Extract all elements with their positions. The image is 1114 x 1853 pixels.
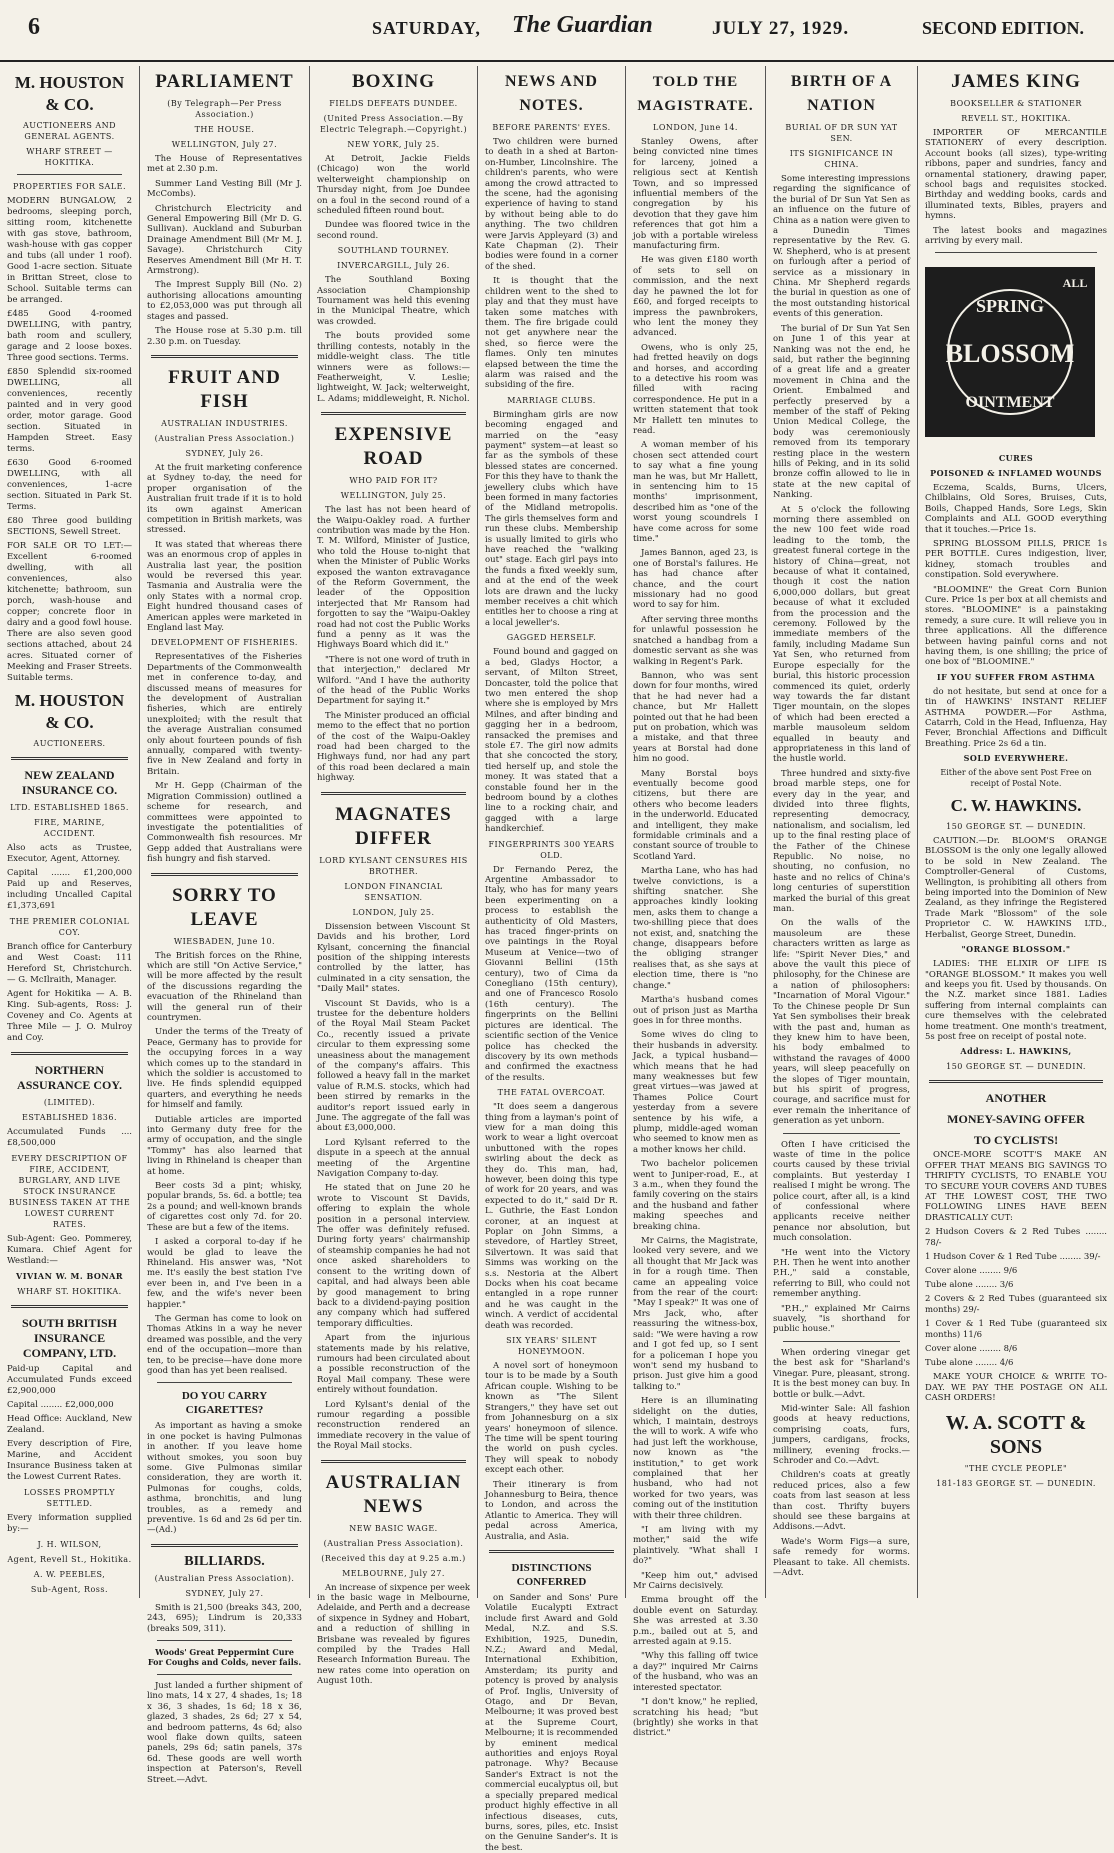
northern-agent: Sub-Agent: Geo. Pommerey, Kumara. Chief Agent for Westland:— — [7, 1234, 132, 1266]
article-paragraph: Mr Cairns, the Magistrate, looked very severe, and we all thought that Mr Jack was in for a rough time. Then came an appealing voice from the rear of the court: "May I speak?" It was one of Mrs Jack, who, after reassuring the witness-box, said: "We were having a row and I got fed up, so I sent for a policeman I hope you won't send my husband to prison. Just give him a good talking to." — [633, 1236, 758, 1392]
article-paragraph: He stated that on June 20 he wrote to Viscount St Davids, offering to explain the whole position in a personal interview. The offer was definitely refused. During forty years' chairmanship of steamship companies he had not once asked shareholders to consent to the writing down of capital, and had always been able by good management to bring back to a dividend-paying position any company which had suffered temporary difficulties. — [317, 1183, 470, 1329]
article-paragraph: A novel sort of honeymoon tour is to be made by a South African couple. Wishing to be known as "The Silent Strangers," they have set out from Johannesburg on a six years' honeymoon of silence. The time will be spent touring the world on push cycles. They will speak to nobody except each other. — [485, 1361, 618, 1476]
peebles-name: A. W. PEEBLES, — [33, 1570, 106, 1579]
price-line: Tube alone ........ 3/6 — [925, 1280, 1014, 1291]
divider — [489, 1550, 614, 1553]
hawkins-heading: C. W. HAWKINS. — [950, 796, 1082, 816]
bonar-name: VIVIAN W. M. BONAR — [16, 1271, 123, 1281]
dateline: LONDON, June 14. — [653, 123, 738, 132]
asthma-heading: IF YOU SUFFER FROM ASTHMA — [936, 671, 1096, 682]
houston-subheading: AUCTIONEERS. — [33, 739, 106, 748]
northern-ltd: (LIMITED). — [43, 1098, 96, 1107]
south-british-text: Paid-up Capital and Accumulated Funds exceed £2,900,000 — [7, 1364, 132, 1396]
article-paragraph: Representatives of the Fisheries Departments of the Commonwealth met in conference to-day, and discussed means of measures for the development of Australian fisheries, which are entirely unexploited; with the result that the average Australian consumed only about fourteen pounds of fish annually, compared with twenty-five in New Zealand and forty in Britain. — [147, 652, 302, 777]
south-british-capital: Capital ........ £2,000,000 — [7, 1400, 114, 1410]
dateline: MELBOURNE, July 27. — [342, 1568, 445, 1578]
article-paragraph: Birmingham girls are now becoming engaged and married on the "easy payment" system—at least so far as the symbols of these blessed states are concerned. For this they have to thank the jewellery clubs which have been formed in many factories of the Midland metropolis. The girls themselves form and run these clubs. Membership is usually limited to girls who have reached the "walking out" stage. Each girl pays into the funds a fixed weekly sum, and at the end of the week lots are drawn and the lucky member receives a chit which entitles her to choose a ring at a local jeweller's. — [485, 409, 618, 628]
article-paragraph: "He went into the Victory P.H. Then he went into another P.H.," said a constable, referring to Bill, who could not remember anything. — [773, 1247, 910, 1300]
south-british-losses: LOSSES PROMPTLY SETTLED. — [23, 1488, 115, 1508]
divider — [151, 355, 298, 358]
south-british-office: Head Office: Auckland, New Zealand. — [7, 1414, 132, 1435]
nz-insurance-text: Also acts as Trustee, Executor, Agent, Attorney. — [7, 843, 132, 864]
ad-heading-distinctions: DISTINCTIONS CONFERRED — [511, 1561, 592, 1588]
article-paragraph: "I don't know," he replied, scratching his head; "but (brightly) she works in that district." — [633, 1697, 758, 1739]
ad-peppermint-cure: Woods' Great Peppermint Cure For Coughs and Colds, never fails. — [147, 1647, 302, 1668]
column-birth-of-a-nation — [766, 66, 918, 1598]
article-paragraph: At Detroit, Jackie Fields (Chicago) won the world welterweight championship on Thursday night, from Joe Dundee on a foul in the second round of a scheduled fifteen round bout. — [317, 154, 470, 217]
price-line: 1 Hudson Cover & 1 Red Tube ........ 39/- — [925, 1252, 1101, 1263]
subheading: BEFORE PARENTS' EYES. — [492, 123, 611, 132]
article-paragraph: Three hundred and sixty-five broad marble steps, one for every day in the year, and divided into three flights, representing democracy, nationalism, and socialism, led up to the final resting place of the Father of the Chinese Republic. No noise, no shouting, no confusion, no haste and no relics of China's long centuries of superstition marked the burial of this great man. — [773, 768, 910, 915]
property-ad: MODERN BUNGALOW, 2 bedrooms, sleeping porch, sitting room, kitchenette with gas stove, bathroom, wash-house with gas copper and tubs (all under 1 roof). Good 1-acre section. Situate in Brittan Street, close to School. Suitable terms can be arranged. — [7, 196, 132, 305]
article-paragraph: At 5 o'clock the following morning there assembled on the new 100 feet wide road leading to the tomb, the greatest funeral cortege in the history of China—great, not because of what it contained, though it cost the nation 6,000,000 dollars, but great because of what it excluded from the procession and the ceremony. Followed by the immediate members of the family, including Madame Sun Yat Sen, who returned from Europe especially for the burial, this historic procession commenced its quiet, orderly way towards the far distant Tiger mountain, on the slopes of which had been erected a marble mausoleum seldom equalled in beauty and appropriateness in this land of the hustle world. — [773, 504, 910, 765]
article-paragraph: James Bannon, aged 23, is one of Borstal's failures. He has had chance after chance, and the court missionary had no good word to say for him. — [633, 548, 758, 611]
masthead-date: JULY 27, 1929. — [712, 18, 850, 39]
ad-heading-cigarettes: DO YOU CARRY CIGARETTES? — [181, 1390, 268, 1417]
subheading: LORD KYLSANT CENSURES HIS BROTHER. — [319, 855, 468, 876]
offer-heading: MONEY-SAVING OFFER — [947, 1112, 1085, 1127]
byline: (By Telegraph—Per Press Association.) — [167, 99, 282, 119]
article-paragraph: "There is not one word of truth in that interjection," declared Mr Wilford. "And I have the authority of the head of the Public Works Department for saying it." — [317, 654, 470, 707]
masthead-edition: SECOND EDITION. — [922, 18, 1085, 38]
properties-heading: PROPERTIES FOR SALE. — [12, 182, 127, 191]
wilson-address: Agent, Revell St., Hokitika. — [7, 1555, 132, 1564]
post-free-note: Either of the above sent Post Free on receipt of Postal Note. — [940, 768, 1092, 788]
article-paragraph: The British forces on the Rhine, which are still "On Active Service," will be more affected by the result of the discussions regarding the evacuation of the Rhineland than will the general run of their countrymen. — [147, 950, 302, 1023]
south-british-heading: SOUTH BRITISH INSURANCE COMPANY, LTD. — [21, 1316, 118, 1360]
peebles-address: Sub-Agent, Ross. — [30, 1585, 109, 1594]
headline-birth-of-a-nation: BIRTH OF A NATION — [790, 73, 893, 114]
article-paragraph: "It does seem a dangerous thing from a layman's point of view for a man doing this work to wear a light overcoat unbuttoned with the ropes swirling about the deck as they do. This man, had, however, been doing this type of work for 20 years, and was expected to do it," said Dr R. L. Guthrie, the East London coroner, at an inquest at Poplar on John Simms, a stevedore, of Hartley Street, Silvertown. It was said that Simms was working on the s.s. Nestoria at the Albert Docks when his coat became entangled in a rope runner and he was caught in the winch. A verdict of accidental death was recorded. — [485, 1102, 618, 1331]
ad-paragraph: Mid-winter Sale: All fashion goods at heavy reductions, comprising coats, furs, jumpers, cardigans, frocks, millinery, evening frocks.—Schroder and Co.—Advt. — [773, 1403, 910, 1466]
property-ad: £850 Splendid six-roomed DWELLING, all conveniences, recently painted and in very good order, motor garage. Good section. Situated in Hampden Street. Easy terms. — [7, 367, 132, 454]
article-paragraph: Beer costs 3d a pint; whisky, popular brands, 5s. 6d. a bottle; tea 2s a pound; and well-known brands of cigarettes cost only 7d. for 20. These are but a few of the items. — [147, 1181, 302, 1233]
headline-fruit-and-fish: FRUIT AND FISH — [168, 366, 281, 412]
headline-news-and-notes: NEWS AND NOTES. — [505, 73, 598, 114]
headline-expensive-road: EXPENSIVE ROAD — [334, 424, 453, 470]
ad-paragraph: ONCE-MORE SCOTT'S MAKE AN OFFER THAT MEANS BIG SAVINGS TO THRIFTY CYCLISTS, TO ENABLE YOU TO SECURE YOUR COVERS AND TUBES AT THE LOWEST COST, THE TWO FOLLOWING LINES HAVE BEEN DRASTICALLY CUT: — [925, 1150, 1107, 1223]
scott-address: 181-183 GEORGE ST. — DUNEDIN. — [936, 1479, 1096, 1489]
price-line: 1 Cover & 1 Red Tube (guaranteed six months) 11/6 — [925, 1319, 1107, 1341]
northern-est: ESTABLISHED 1836. — [21, 1113, 117, 1122]
ad-paragraph: IMPORTER OF MERCANTILE STATIONERY of every description. Account books (all sizes), type-writing ribbons, paper and sundries, fancy and ornamental stationery, drawing paper, school bags and requisites stocked. Birthday and wedding books, cards and illuminated texts, Bibles, prayers and hymns. — [925, 128, 1107, 222]
article-paragraph: An increase of sixpence per week in the basic wage in Melbourne, Adelaide, and Perth and a decrease of sixpence in Sydney and Hobart, and a reduction of shilling in Brisbane was revealed by figures compiled by the Trades Hall Research Information Bureau. The new rates come into operation on August 10th. — [317, 1582, 470, 1687]
article-paragraph: Dundee was floored twice in the second round. — [317, 220, 470, 241]
subheading: SOUTHLAND TOURNEY. — [337, 246, 450, 256]
byline: (Australian Press Association). — [323, 1538, 464, 1548]
column-news-and-notes — [478, 66, 626, 1853]
article-paragraph: Lord Kylsant's denial of the rumour regarding a possible reconstruction rendered an immediate recovery in the value of the Royal Mail stocks. — [317, 1399, 470, 1452]
divider — [11, 1052, 128, 1055]
divider — [157, 1640, 292, 1641]
dateline: SYDNEY, July 26. — [185, 448, 264, 458]
article-paragraph: Dutiable articles are imported into Germany duty free for the army of occupation, and the single "Tommy" has also learned that living in Rhineland is cheaper than at home. — [147, 1114, 302, 1177]
ad-paragraph: CAUTION.—Dr. BLOOM'S ORANGE BLOSSOM is the only one legally allowed to be sold in New Zealand. The Comptroller-General of Customs, Wellington, is prohibiting all others from being imported into the Dominion of New Zealand, as they infringe the Registered Trade Mark "Blossom" of the sole Proprietor C. W. HAWKINS LTD., Herbalist, George Street, Dunedin. — [925, 836, 1107, 940]
hawkins-address-2: 150 GEORGE ST. — DUNEDIN. — [946, 1062, 1086, 1072]
james-king-address: REVELL ST., HOKITIKA. — [961, 114, 1071, 123]
hawkins-address: 150 GEORGE ST. — DUNEDIN. — [946, 822, 1086, 832]
south-british-info: Every information supplied by:— — [7, 1513, 132, 1534]
offer-another: ANOTHER — [985, 1091, 1047, 1106]
divider — [935, 252, 1097, 253]
divider — [929, 1080, 1103, 1083]
dateline: SYDNEY, July 27. — [185, 1588, 264, 1598]
article-paragraph: The last has not been heard of the Waipu-Oakley road. A further contribution was made by the Hon. T. M. Wilford, Minister of Justice, who told the House to-night that when the Minister of Public Works exposed the wanton extravagance of the Reform Government, the leader of the Opposition interjected that Mr Ransom had forgotten to say the "Waipu-Oakley road had not cost the Public Works fund a penny as it was the Highways Board which did it." — [317, 505, 470, 651]
article-paragraph: The burial of Dr Sun Yat Sen on June 1 of this year at Nanking was not the end, he said, but rather the beginning of a great life and a greater movement in China and the Orient. Embalmed and perfectly preserved by a member of the staff of Peking Union Medical College, the body was ceremoniously removed from its temporary resting place in the western hills of Peking, and in its solid bronze coffin allowed to lie in state at the new capital of Nanking. — [773, 323, 910, 501]
article-paragraph: Under the terms of the Treaty of Peace, Germany has to provide for the occupying forces in a way which comes up to the standard in which the soldier is accustomed to live. He finds splendid equipped quarters, and everything he needs for himself and family. — [147, 1027, 302, 1111]
houston-subheading: AUCTIONEERS AND GENERAL AGENTS. — [22, 121, 117, 141]
article-paragraph: Two bachelor policemen went to Juniper-road, E., at 3 a.m., when they found the family covering on the stairs and the husband and father making speeches and breaking china. — [633, 1159, 758, 1232]
article-paragraph: The Imprest Supply Bill (No. 2) authorising allocations amounting to £2,053,000 was put through all stages and passed. — [147, 280, 302, 322]
subheading: MARRIAGE CLUBS. — [507, 395, 596, 405]
headline-magnates-differ: MAGNATES DIFFER — [335, 803, 452, 849]
article-paragraph: Martha's husband comes out of prison just as Martha goes in for three months. — [633, 995, 758, 1026]
ad-paragraph: on Sander and Sons' Pure Volatile Eucalypti Extract include first Award and Gold Medal, N.Z. and S.S. Exhibition, 1925, Dunedin, N.Z.; Award and Medal, International Exhibition, Amsterdam; its purity and potency is proved by analysis of Prof. Inglis, University of Otago, and Dr Bevan, Melbourne; it was proved best at the Supreme Court, Melbourne; it is recommended by eminent medical authorities and enjoys Royal patronage. Why? Because Sander's Extract is not the commercial eucalyptus oil, but a specially prepared medical product highly effective in all infectious diseases, cuts, burns, sores, piles, etc. Insist on the Genuine Sander's. It is the best. — [485, 1592, 618, 1853]
article-paragraph: Their itinerary is from Johannesburg to Beira, thence to London, and across the Atlantic to America. They will pedal across America, Australia, and Asia. — [485, 1479, 618, 1542]
wilson-name: J. H. WILSON, — [37, 1540, 102, 1549]
spring-blossom-ointment-emblem — [925, 267, 1095, 437]
hawkins-address-label: Address: L. HAWKINS, — [960, 1046, 1072, 1057]
emblem-text-blossom: BLOSSOM — [945, 339, 1075, 369]
divider — [11, 757, 128, 760]
property-ad: £485 Good 4-roomed DWELLING, with pantry, bath room and scullery, garage and 2 loose boxes. Three good sections. Terms. — [7, 309, 132, 363]
subheading: NEW BASIC WAGE. — [349, 1523, 438, 1533]
divider — [17, 174, 122, 175]
divider — [151, 1544, 298, 1547]
ad-paragraph: When ordering vinegar get the best ask for "Sharland's Vinegar. Pure, pleasant, strong. It is the best money can buy. In bottle or bulk.—Advt. — [773, 1347, 910, 1400]
price-line: Tube alone ........ 4/6 — [925, 1358, 1014, 1369]
subheading: AUSTRALIAN INDUSTRIES. — [161, 418, 288, 428]
article-paragraph: He was given £180 worth of sets to sell on commission, and the next day he pawned the lot for £60, and forged receipts to impress the pawnbrokers, who lent the money they advanced. — [633, 255, 758, 339]
property-ad: £630 Good 6-roomed DWELLING, with all conveniences, 1-acre section. Situated in Park St. Terms. — [7, 458, 132, 512]
headline-australian-news: AUSTRALIAN NEWS — [325, 1471, 462, 1517]
divider — [321, 1460, 466, 1463]
article-paragraph: Stanley Owens, after being convicted nine times for larceny, joined a religious sect at Kentish Town, and so impressed influential members of the congregation by his devotion that they gave him references that got him a job with a portable wireless manufacturing firm. — [633, 137, 758, 252]
article-paragraph: It is thought that the children went to the shed to play and that they must have taken some matches with them. The fire brigade could not get anywhere near the shed, so fierce were the flames. Only ten minutes elapsed between the time the alarm was raised and the subsiding of the fire. — [485, 276, 618, 391]
article-paragraph: "Why this falling off twice a day?" inquired Mr Cairns of the husband, who was an interested spectator. — [633, 1651, 758, 1693]
article-paragraph: Lord Kylsant referred to the dispute in a speech at the annual meeting of the Argentine Navigation Company to-day. — [317, 1137, 470, 1180]
subheading: BURIAL OF DR SUN YAT SEN. — [785, 123, 898, 143]
article-paragraph: Apart from the injurious statements made by his relative, rumours had been circulated about a possible reconstruction of the Royal Mail company. These were entirely without foundation. — [317, 1333, 470, 1396]
bonar-address: WHARF ST. HOKITIKA. — [17, 1287, 122, 1296]
nz-insurance-capital: Capital ....... £1,200,000 Paid up and Reserves, including Uncalled Capital £1,373,691 — [7, 868, 132, 911]
price-line: 2 Hudson Covers & 2 Red Tubes ........ 78/- — [925, 1227, 1107, 1249]
article-paragraph: At the fruit marketing conference at Sydney to-day, the need for proper organisation of the Australian fruit trade if it is to hold its own against American competition in British markets, was stressed. — [147, 462, 302, 536]
article-paragraph: Summer Land Vesting Bill (Mr J. McCombs). — [147, 178, 302, 200]
article-paragraph: "Keep him out," advised Mr Cairns decisively. — [633, 1570, 758, 1592]
headline-sorry-to-leave: SORRY TO LEAVE — [172, 884, 277, 930]
article-paragraph: A woman member of his chosen sect attended court to say what a fine young man he was, but Mr Hallett, in sentencing him to 15 months' imprisonment, described him as "one of the worst young scoundrels I have come across for some time." — [633, 440, 758, 545]
subheading: FINGERPRINTS 300 YEARS OLD. — [488, 839, 615, 860]
price-line: Cover alone ........ 9/6 — [925, 1266, 1018, 1277]
nz-insurance-branch: Branch office for Canterbury and West Coast: 111 Hereford St, Christchurch. — G. McIlraith, Manager. — [7, 942, 132, 985]
divider — [11, 1305, 128, 1308]
divider — [321, 792, 466, 795]
dateline: NEW YORK, July 25. — [347, 140, 440, 149]
ointment-poisoned: POISONED & INFLAMED WOUNDS — [930, 467, 1102, 478]
divider — [783, 1133, 900, 1134]
ad-paragraph: "BLOOMINE" the Great Corn Bunion Cure. Price 1s per box at all chemists and stores. "BLOOMINE" is a painstaking remedy, a sure cure. It will relieve you in three applications. All the difference between having painful corns and not having them, is one shilling; the price of one box of "BLOOMINE." — [925, 584, 1107, 668]
ad-paragraph: Eczema, Scalds, Burns, Ulcers, Chilblains, Old Sores, Bruises, Cuts, Boils, Chapped Hands, Sore Legs, Skin Complaints and ALL GOOD everything that it touches.—Price 1s. — [925, 482, 1107, 535]
nz-insurance-lines: FIRE, MARINE, ACCIDENT. — [34, 818, 105, 838]
article-paragraph: The House of Representatives met at 2.30 p.m. — [147, 154, 302, 175]
divider — [157, 1674, 292, 1675]
divider — [157, 1382, 292, 1383]
emblem-text-ointment: OINTMENT — [965, 394, 1055, 412]
ad-paragraph: As important as having a smoke in one pocket is having Pulmonas in another. If you leave home without smokes, you soon buy some. Give Pulmonas similar consideration, they are worth it. Pulmonas for coughs, colds, asthma, bronchitis, and lung troubles, as a remedy and preventive. 1s 6d and 2s 6d per tin.—(Ad.) — [147, 1421, 302, 1536]
ad-paragraph: Children's coats at greatly reduced prices, also a few coats from last season at less than cost. Thrifty buyers should see these bargains at Addisons.—Advt. — [773, 1470, 910, 1533]
houston-heading-2: M. HOUSTON & CO. — [14, 691, 125, 732]
article-paragraph: Found bound and gagged on a bed, Gladys Hoctor, a servant, of Milton Street, Doncaster, told the police that two men entered the shop where she is employed by Mrs Milnes, and after binding and gagging her in a bedroom, ransacked the premises and stole £7. The girl now admits that she concocted the story, tied herself up, and stole the money. It was stated that a constable found her in the bedroom bound by a clothes line to a rocking chair, and gagged with a large handkerchief. — [485, 647, 618, 835]
byline: (Australian Press Association). — [154, 1573, 295, 1583]
price-line: Cover alone ........ 8/6 — [925, 1344, 1018, 1355]
article-paragraph: Dr Fernando Perez, the Argentine Ambassador to Italy, who has for many years been experimenting on a process to establish the authenticity of Old Masters, has traced finger-prints on ove paintings in the Royal Museum at Venice—two of Giovanni Bellini (15th century), two of Cima da Conegliano (15th century), and one of Francesco Rosolo (16th century). The fingerprints on the Bellini pictures are identical. The scientific section of the Venice police has checked the discovery by its own methods and confirmed the exactness of the results. — [485, 864, 618, 1083]
article-paragraph: The Minister produced an official memo to the effect that no portion of the cost of the Waipu-Oakley road had been charged to the Highways fund, nor had any part of this road been declared a main highway. — [317, 710, 470, 784]
subheading: THE HOUSE. — [194, 125, 255, 134]
byline: (Received this day at 9.25 a.m.) — [321, 1553, 466, 1563]
headline-told-the-magistrate: TOLD THE MAGISTRATE. — [637, 74, 754, 114]
subheading: DEVELOPMENT OF FISHERIES. — [151, 638, 298, 648]
ad-paragraph: do not hesitate, but send at once for a tin of HAWKINS' INSTANT RELIEF ASTHMA POWDER.—For Asthma, Catarrh, Cold in the Head, Influenza, Hay Fever, Bronchial Affections and Difficult Breathing. Price 2s 6d a tin. — [925, 686, 1107, 749]
property-ad: FOR SALE OR TO LET:—Excellent 6-roomed dwelling, with all conveniences, also kitchenette; bathroom, sun porch, wash-house and copper; concrete floor in dairy and a good fowl house. There are also seven good sections attached, about 24 acres. Situated corner of Meeking and Fraser Streets. Suitable terms. — [7, 541, 132, 683]
property-ad: £80 Three good building SECTIONS, Sewell Street. — [7, 516, 132, 537]
subheading: GAGGED HERSELF. — [506, 633, 597, 643]
headline-boxing: BOXING — [351, 71, 436, 92]
scott-heading: W. A. SCOTT & SONS — [945, 1412, 1087, 1459]
article-paragraph: Two children were burned to death in a shed at Barton-on-Humber, Lincolnshire. The children's parents, who were among the crowd attracted to the scene, had the agonising experience of having to stand by without being able to do anything. The two children were Jarvis Appleyard (3) and Kate Chapman (2). Their bodies were found in a corner of the shed. — [485, 137, 618, 272]
article-paragraph: "I am living with my mother," said the wife plaintively. "What shall I do?" — [633, 1525, 758, 1567]
divider — [151, 873, 298, 876]
houston-address: WHARF STREET — HOKITIKA. — [26, 147, 113, 167]
northern-text: EVERY DESCRIPTION OF FIRE, ACCIDENT, BURGLARY, AND LIVE STOCK INSURANCE BUSINESS TAKEN AT THE LOWEST CURRENT RATES. — [8, 1154, 131, 1229]
article-paragraph: Owens, who is only 25, had fretted heavily on dogs and horses, and according to a detective his room was filled with racing correspondence. He put in a written statement that took Mr Hallett ten minutes to read. — [633, 342, 758, 436]
south-british-text: Every description of Fire, Marine, and Accident Insurance Business taken at the Lowest Current Rates. — [7, 1439, 132, 1482]
article-paragraph: The Southland Boxing Association Championship Tournament was held this evening in the Municipal Theatre, which was crowded. — [317, 275, 470, 327]
james-king-heading: JAMES KING — [951, 71, 1081, 92]
ad-paragraph: Wade's Worm Figs—a sure, safe remedy for worms. Pleasant to take. All chemists.—Advt. — [773, 1536, 910, 1578]
divider — [783, 1341, 900, 1342]
headline-parliament: PARLIAMENT — [155, 71, 294, 92]
dateline: WELLINGTON, July 27. — [171, 140, 278, 149]
subheading: LONDON FINANCIAL SENSATION. — [344, 881, 443, 902]
scott-tagline: "THE CYCLE PEOPLE" — [964, 1464, 1068, 1474]
dateline: WELLINGTON, July 25. — [340, 491, 447, 501]
premier-heading: THE PREMIER COLONIAL COY. — [9, 917, 130, 937]
article-paragraph: Smith is 21,500 (breaks 343, 200, 243, 695); Lindrum is 20,333 (breaks 509, 311). — [147, 1602, 302, 1634]
masthead — [0, 0, 1114, 62]
subheading: THE FATAL OVERCOAT. — [497, 1088, 606, 1098]
article-paragraph: "P.H.," explained Mr Cairns suavely, "is shorthand for public house." — [773, 1303, 910, 1335]
column-told-the-magistrate — [626, 66, 766, 1739]
column-boxing — [310, 66, 478, 1687]
article-paragraph: The bouts provided some thrilling contests, notably in the middle-weight class. The title winners were as follows:—Featherweight, V. Leslie; lightweight, W. Jack; welterweight, L. Adams; middleweight, R. Nichol. — [317, 331, 470, 404]
article-paragraph: I asked a corporal to-day if he would be glad to leave the Rhineland. His answer was, "Not me. It's easily the best station I've ever been in, and I've been in a few, and the wife's never been happier." — [147, 1237, 302, 1310]
column-parliament — [140, 66, 310, 1785]
houston-heading: M. HOUSTON & CO. — [14, 73, 125, 114]
dateline: INVERCARGILL, July 26. — [337, 261, 450, 271]
nz-insurance-est: LTD. ESTABLISHED 1865. — [10, 803, 129, 812]
article-paragraph: Christchurch Electricity and General Empowering Bill (Mr D. G. Sullivan). Auckland and Suburban Drainage Amendment Bill (Mr M. J. Savage). Christchurch City Reserves Amendment Bill (Mr H. T. Armstrong). — [147, 203, 302, 277]
column-james-king-ads — [918, 66, 1114, 1598]
ointment-cures: CURES — [998, 452, 1034, 463]
dateline: WIESBADEN, June 10. — [173, 936, 276, 946]
article-paragraph: Dissension between Viscount St Davids and his brother, Lord Kylsant, concerning the financial position of the shipping interests controlled by the latter, has culminated in a city sensation, the "Daily Mail" states. — [317, 921, 470, 995]
emblem-text-all: ALL — [1062, 276, 1088, 291]
article-paragraph: On the walls of the mausoleum are these characters written as large as life: "Spirit Never Dies," and above the vault this piece of philosophy, for the Chinese are a nation of philosophers: "Incarnation of Moral Vigour." To the Chinese people Dr Sun Yat Sen symbolises their break with the past and, human as they knew him to have been, his body embalmed to withstand the ravages of 4000 years, will sleep peacefully on the slopes of Tiger mountain, but his spirit of progress, courage, and sacrifice must for ever remain the inheritance of generation as yet unborn. — [773, 918, 910, 1127]
divider — [321, 412, 466, 415]
article-paragraph: Here is an illuminating sidelight on the duties, which, I maintain, destroys the will to work. A wife who had just left the workhouse, now known as "the institution," to get work complained that her husband, who had not worked for two years, was coming out of the institution with their three children. — [633, 1396, 758, 1521]
article-paragraph: It was stated that whereas there was an enormous crop of apples in Australia last year, the position would be reversed this year. Tasmania and Australia were the only States with a normal crop. Eight hundred thousand cases of American apples were marketed in England last May. — [147, 539, 302, 633]
ad-paragraph: SPRING BLOSSOM PILLS, PRICE 1s PER BOTTLE. Cures indigestion, liver, kidney, stomach troubles and constipation. Sold everywhere. — [925, 538, 1107, 581]
masthead-title: The Guardian — [512, 12, 653, 38]
page-number: 6 — [28, 14, 40, 40]
article-paragraph: Emma brought off the double event on Saturday. She was arrested at 3.30 p.m., bailed out at 5, and arrested again at 9.15. — [633, 1595, 758, 1648]
article-paragraph: Bannon, who was sent down for four months, wired that he had never had a chance, but Mr Hallett pointed out that he had been put on probation, which was a mistake, and that three years at Borstal had done him no good. — [633, 670, 758, 765]
offer-cyclists: TO CYCLISTS! — [973, 1133, 1059, 1148]
ad-paragraph: Just landed a further shipment of lino mats, 14 x 27, 4 shades, 1s; 18 x 36, 3 shades, 1s 6d; 18 x 36, glazed, 3 shades, 2s 6d; 27 x 54, and bedroom patterns, 4s 6d; also wool flake down quilts, sateen panels, 29s 6d; satin panels, 37s 6d. These goods are well worth inspection at Paterson's, Revell Street.—Advt. — [147, 1680, 302, 1785]
nz-insurance-heading: NEW ZEALAND INSURANCE CO. — [21, 768, 118, 797]
article-paragraph: Martha Lane, who has had twelve convictions, is a shifting snatcher. She approaches kindly looking men, asks them to change a two-shilling piece that does not exist, and, snatching the change, disappears before the obliging stranger realises that, as she says at election time, there is "no change." — [633, 866, 758, 991]
nz-insurance-agents: Agent for Hokitika — A. B. King. Sub-agents, Ross: J. Coveney and Co. Agents at Three Mile — J. O. Mulroy and Coy. — [7, 989, 132, 1043]
article-paragraph: After serving three months for unlawful possession he snatched a handbag from a domestic servant as she was walking in Regent's Park. — [633, 614, 758, 667]
article-paragraph: Some wives do cling to their husbands in adversity. Jack, a typical husband—which means that he had many weaknesses but few great virtues—was jawed at Thames Police Court yesterday from a severe sentence by his wife, a plump, middle-aged woman who seemed to know men as a mother knows her child. — [633, 1030, 758, 1155]
article-paragraph: Many Borstal boys eventually become good citizens, but there are others who become leaders in the underworld. Educated and intelligent, they make formidable criminals and a constant source of trouble to Scotland Yard. — [633, 768, 758, 862]
subheading: WHO PAID FOR IT? — [349, 476, 438, 486]
sold-everywhere: SOLD EVERYWHERE. — [963, 753, 1069, 764]
ad-paragraph: LADIES: THE ELIXIR OF LIFE IS "ORANGE BLOSSOM." It makes you well and keeps you fit. Used by thousands. On the N.Z. market since 1881. Ladies suffering from internal complaints can cure themselves with the celebrated home treatment. One month's treatment, 5s post free on receipt of postal note. — [925, 959, 1107, 1042]
ad-paragraph: MAKE YOUR CHOICE & WRITE TO-DAY. WE PAY THE POSTAGE ON ALL CASH ORDERS! — [925, 1372, 1107, 1403]
article-paragraph: Some interesting impressions regarding the significance of the burial of Dr Sun Yat Sen as an influence on the future of China as a nation were given to a Dunedin Times representative by the Rev. G. W. Shepherd, who is at present on furlough after a period of service as a missionary in China. Mr Shepherd regards the burial in question as one of the most outstanding historical events of this generation. — [773, 174, 910, 320]
article-paragraph: The House rose at 5.30 p.m. till 2.30 p.m. on Tuesday. — [147, 326, 302, 347]
subheading: FIELDS DEFEATS DUNDEE. — [329, 99, 458, 108]
price-line: 2 Covers & 2 Red Tubes (guaranteed six months) 29/- — [925, 1294, 1107, 1316]
james-king-sub: BOOKSELLER & STATIONER — [950, 99, 1082, 108]
northern-funds: Accumulated Funds .... £8,500,000 — [7, 1127, 132, 1148]
article-paragraph: The German has come to look on Thomas Atkins in a way he never dreamed was possible, and the very end of the occupation—more than ten, to be precise—have done more good than has yet been realised. — [147, 1313, 302, 1376]
article-paragraph: Often I have criticised the waste of time in the police courts caused by these trivial complaints. But yesterday I realised I might be wrong. The police court, after all, is a kind of confessional where applicants receive neither penance nor absolution, but much consolation. — [773, 1139, 910, 1244]
article-paragraph: Mr H. Gepp (Chairman of the Migration Commission) outlined a scheme for research, and committees were appointed to investigate the potentialities of Commonwealth fish resources. Mr Gepp added that Australians were fish hungry and fish starved. — [147, 781, 302, 865]
headline-billiards: BILLIARDS. — [184, 1553, 265, 1569]
byline: (Australian Press Association.) — [154, 433, 295, 443]
subheading: ITS SIGNIFICANCE IN CHINA. — [789, 149, 894, 169]
ad-paragraph: The latest books and magazines arriving by every mail. — [925, 225, 1107, 247]
dateline: LONDON, July 25. — [352, 907, 435, 917]
subheading: SIX YEARS' SILENT HONEYMOON. — [506, 1336, 597, 1357]
masthead-day: SATURDAY, — [372, 18, 481, 38]
article-paragraph: Viscount St Davids, who is a trustee for the debenture holders of the Royal Mail Steam Packet Co., recently issued a private circular to them expressing some uneasiness about the management of the company's affairs. This followed a heavy fall in the market value of R.M.S. stocks, which had been stirred by remarks in the auditor's report issued early in June. The aggregate of the fall was about £3,000,000. — [317, 998, 470, 1134]
byline: (United Press Association.—By Electric Telegraph.—Copyright.) — [319, 114, 468, 134]
column-advertisements — [0, 66, 140, 1598]
emblem-text-spring: SPRING — [975, 296, 1045, 317]
northern-heading: NORTHERN ASSURANCE COY. — [17, 1063, 122, 1092]
orange-blossom-heading: "ORANGE BLOSSOM." — [961, 944, 1071, 955]
